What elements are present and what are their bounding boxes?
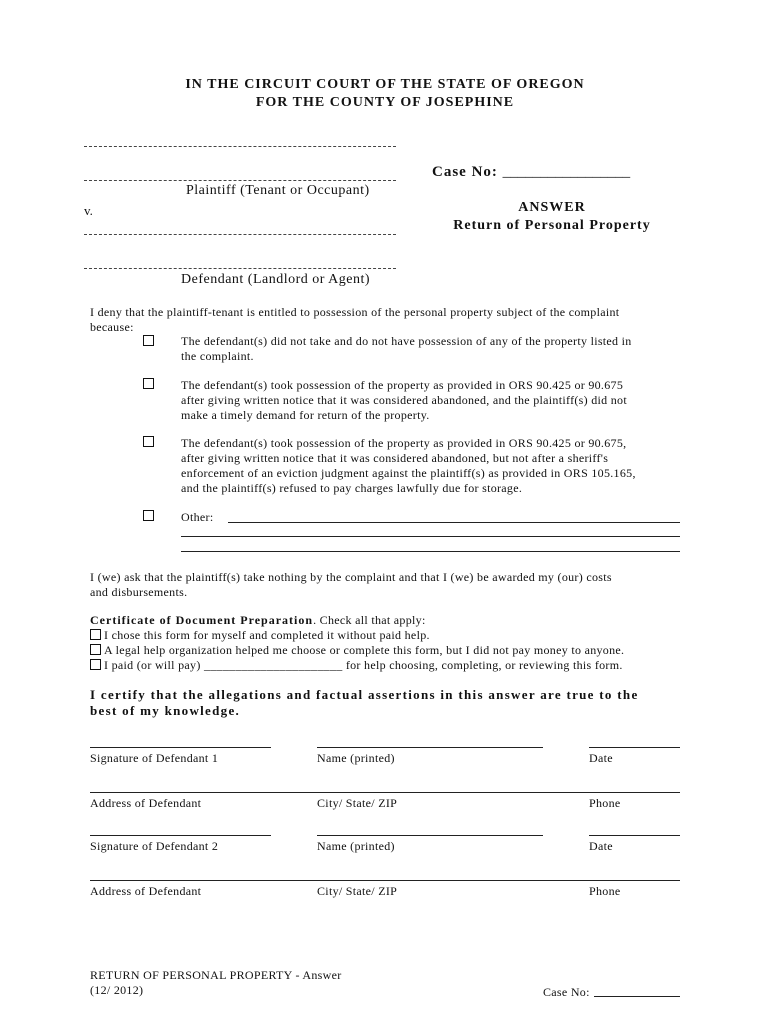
option-3-line-3: enforcement of an eviction judgment against the plaintiff(s) as provided in ORS 105.165,: [181, 466, 636, 480]
option-3-line-4: and the plaintiff(s) refused to pay charges lawfully due for storage.: [181, 481, 523, 495]
versus-label: v.: [84, 203, 93, 218]
option-2-checkbox[interactable]: [143, 378, 154, 389]
plaintiff-label: Plaintiff (Tenant or Occupant): [186, 183, 370, 198]
name-printed-label-2: Name (printed): [317, 839, 395, 853]
certificate-option-3-text: I paid (or will pay) ______________________ for help choosing, completing, or reviewing this form.: [104, 658, 623, 672]
date-line-1[interactable]: [589, 747, 680, 748]
date-label-1: Date: [589, 751, 613, 765]
document-title: ANSWER: [518, 200, 586, 215]
plaintiff-name-line-1[interactable]: [84, 146, 396, 147]
phone-label-2: Phone: [589, 884, 621, 898]
certify-line-2: best of my knowledge.: [90, 703, 241, 718]
plaintiff-name-line-2[interactable]: [84, 180, 396, 181]
case-number-field[interactable]: [432, 164, 630, 181]
certificate-heading-row: [90, 613, 426, 628]
option-other-label: Other:: [181, 510, 214, 524]
name-printed-label-1: Name (printed): [317, 751, 395, 765]
certificate-option-2-checkbox[interactable]: [90, 644, 101, 655]
signature-line-defendant-2[interactable]: [90, 835, 271, 836]
defendant-label: Defendant (Landlord or Agent): [181, 272, 371, 287]
certificate-option-3-checkbox[interactable]: [90, 659, 101, 670]
address-label-1: Address of Defendant: [90, 796, 202, 810]
certificate-option-1-checkbox[interactable]: [90, 629, 101, 640]
phone-label-1: Phone: [589, 796, 621, 810]
signature-label-defendant-1: Signature of Defendant 1: [90, 751, 219, 765]
address-label-2: Address of Defendant: [90, 884, 202, 898]
certificate-option-3[interactable]: [90, 658, 623, 673]
other-reason-line-1[interactable]: [228, 522, 680, 523]
court-heading-line2: FOR THE COUNTY OF JOSEPHINE: [255, 95, 515, 110]
footer-form-date: (12/ 2012): [90, 983, 144, 997]
option-1-line-1: The defendant(s) did not take and do not have possession of any of the property listed in: [181, 334, 632, 348]
date-label-2: Date: [589, 839, 613, 853]
document-subtitle: Return of Personal Property: [453, 218, 651, 233]
certificate-instruction: . Check all that apply:: [313, 613, 426, 627]
defendant-name-line-2[interactable]: [84, 268, 396, 269]
intro-line-1: I deny that the plaintiff-tenant is entitled to possession of the personal property subject of the complaint: [90, 305, 620, 319]
certify-line-1: I certify that the allegations and factual assertions in this answer are true to the: [90, 687, 639, 702]
option-2-line-2: after giving written notice that it was considered abandoned, and the plaintiff(s) did not: [181, 393, 627, 407]
signature-line-defendant-1[interactable]: [90, 747, 271, 748]
request-line-2: and disbursements.: [90, 585, 188, 599]
option-3-line-2: after giving written notice that it was considered abandoned, but not after a sheriff's: [181, 451, 609, 465]
certificate-option-2-text: A legal help organization helped me choose or complete this form, but I did not pay money to anyone.: [104, 643, 625, 657]
option-3-line-1: The defendant(s) took possession of the property as provided in ORS 90.425 or 90.675,: [181, 436, 627, 450]
other-reason-line-3[interactable]: [181, 551, 680, 552]
certificate-option-2[interactable]: [90, 643, 624, 658]
footer-case-number-line[interactable]: [594, 996, 680, 997]
signature-label-defendant-2: Signature of Defendant 2: [90, 839, 219, 853]
case-number-label: Case No:: [432, 164, 498, 180]
name-printed-line-1[interactable]: [317, 747, 543, 748]
name-printed-line-2[interactable]: [317, 835, 543, 836]
option-2-line-3: make a timely demand for return of the property.: [181, 408, 430, 422]
date-line-2[interactable]: [589, 835, 680, 836]
certificate-heading: Certificate of Document Preparation: [90, 613, 314, 627]
option-1-checkbox[interactable]: [143, 335, 154, 346]
address-line-2[interactable]: [90, 880, 680, 881]
certificate-option-1-text: I chose this form for myself and completed it without paid help.: [104, 628, 430, 642]
option-1-line-2: the complaint.: [181, 349, 254, 363]
other-reason-line-2[interactable]: [181, 536, 680, 537]
option-other-checkbox[interactable]: [143, 510, 154, 521]
request-line-1: I (we) ask that the plaintiff(s) take nothing by the complaint and that I (we) be awarded my (our) costs: [90, 570, 612, 584]
court-heading-line1: IN THE CIRCUIT COURT OF THE STATE OF OREGON: [185, 77, 585, 92]
footer-case-number-label: Case No:: [543, 985, 590, 999]
address-line-1[interactable]: [90, 792, 680, 793]
footer-form-name: RETURN OF PERSONAL PROPERTY - Answer: [90, 968, 342, 982]
case-number-blank: _________________: [502, 164, 631, 180]
defendant-name-line-1[interactable]: [84, 234, 396, 235]
intro-line-2: because:: [90, 320, 134, 334]
option-3-checkbox[interactable]: [143, 436, 154, 447]
city-state-zip-label-2: City/ State/ ZIP: [317, 884, 398, 898]
certificate-option-1[interactable]: [90, 628, 430, 643]
city-state-zip-label-1: City/ State/ ZIP: [317, 796, 398, 810]
option-2-line-1: The defendant(s) took possession of the property as provided in ORS 90.425 or 90.675: [181, 378, 624, 392]
